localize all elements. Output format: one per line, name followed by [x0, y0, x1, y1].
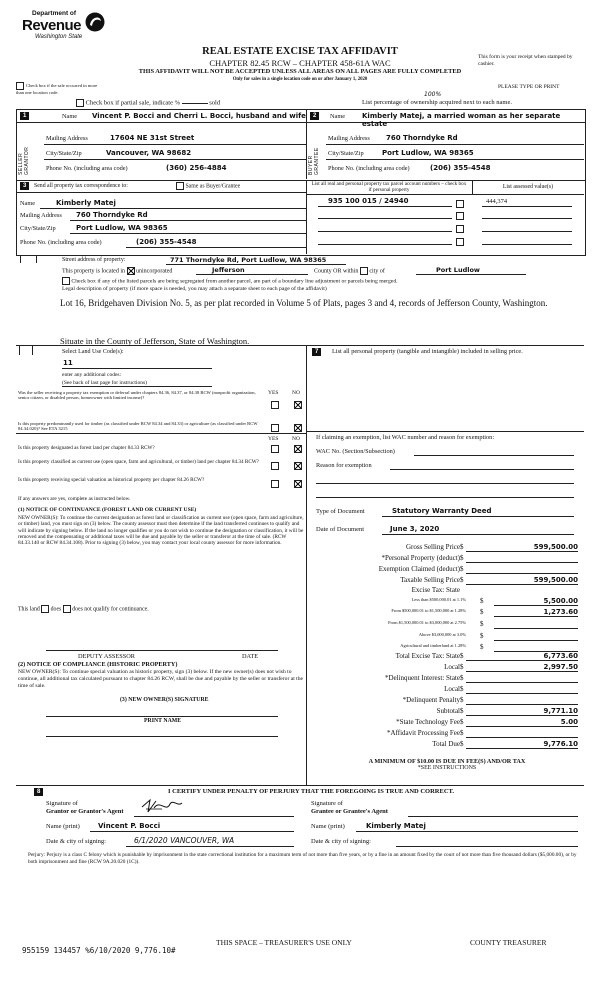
- buyer-city: Port Ludlow, WA 98365: [382, 149, 474, 157]
- property-city: Port Ludlow: [436, 266, 480, 274]
- section-1-number: 1: [20, 112, 29, 120]
- land-use-section: [16, 345, 306, 785]
- segregated-checkbox[interactable]: [62, 277, 70, 285]
- seller-phone: (360) 256-4884: [166, 164, 227, 172]
- print-note: PLEASE TYPE OR PRINT: [498, 84, 560, 90]
- grantor-date-city: 6/1/2020 VANCOUVER, WA: [134, 836, 235, 845]
- logo-top-text: Department of: [32, 10, 77, 17]
- form-chapter: CHAPTER 82.45 RCW – CHAPTER 458-61A WAC: [209, 58, 391, 68]
- any-yes-note: If any answers are yes, complete as instructed below.: [18, 496, 131, 502]
- correspondence-label: Send all property tax correspondence to:: [34, 183, 128, 189]
- yes-header-2: YES: [268, 436, 279, 442]
- parcels-header: List all real and personal property tax parcel account numbers – check box if personal property: [311, 181, 467, 193]
- does-checkbox[interactable]: [41, 605, 49, 613]
- county-label: County OR within: [314, 268, 359, 275]
- street-label: Street address of property:: [62, 257, 126, 263]
- doc-date-label: Date of Document: [316, 526, 365, 533]
- sig-grantee-label-2: Grantee or Grantee's Agent: [311, 808, 388, 815]
- seller-vertical-label: SELLER GRANTOR: [18, 146, 30, 175]
- corr-mail-label: Mailing Address: [20, 212, 62, 219]
- county-or-within: [314, 267, 385, 275]
- buyer-name: Kimberly Matej, a married woman as her separate estate: [362, 112, 561, 128]
- notice-2-title: (2) NOTICE OF COMPLIANCE (HISTORIC PROPERTY): [18, 661, 178, 668]
- question-1: Was the seller receiving a property tax exemption or deferral under chapters 84.36, 84.37, or 84.38 RCW (nonprofit organization, senior citizen, or disabled person, homeowner with limited income)?: [18, 390, 256, 401]
- grantee-date-city-label: Date & city of signing:: [311, 838, 371, 845]
- corr-name-label: Name: [20, 200, 36, 207]
- tax-row-del-penalty: *Delinquent Penalty $: [316, 696, 578, 705]
- logo-state-text: Washington State: [35, 34, 83, 40]
- segregated-row: [62, 277, 398, 285]
- tax-row-total-due: Total Due $ 9,776.10: [432, 740, 578, 748]
- tax-row-tier2: From $500,000.01 to $1,500,000 at 1.28% $ 1,273.60: [391, 608, 578, 616]
- grantor-signature: [140, 797, 184, 815]
- perjury-note: Perjury: Perjury is a class C felony which is punishable by imprisonment in the state correctional institution for a maximum term of not more than five years, or by a fine in an amount fixed by the court of not more than five thousand dollars ($5,000.00), or by both imprisonment and fine (RCW 9A.20.020 (1C)).: [28, 852, 577, 865]
- sig-grantor-label-2: Grantor or Grantor's Agent: [46, 808, 124, 815]
- legal-description-label: Legal description of property (if more space is needed, you may attach a separate sheet to each page of the affidavit): [62, 286, 327, 292]
- receipt-note: This form is your receipt when stamped by cashier.: [478, 54, 573, 67]
- tax-row-tier1: Less than $500,000.01 at 1.1% $ 5,500.00: [411, 597, 578, 605]
- tax-row-affidavit-fee: *Affidavit Processing Fee $: [316, 729, 578, 738]
- legal-description: Lot 16, Bridgehaven Division No. 5, as per plat recorded in Volume 5 of Plats, pages 3 and 4, records of Jefferson County, Washington.: [60, 298, 548, 308]
- corr-phone: (206) 355-4548: [136, 238, 197, 246]
- assessed-value-header: List assessed value(s): [502, 184, 554, 190]
- doc-type: Statutory Warranty Deed: [392, 507, 492, 515]
- notice-2-body: NEW OWNER(S): To continue special valuation as historic property, sign (3) below. If the new owner(s) does not wish to continue, all additional tax calculated pursuant to chapter 84.26 RCW, shall be due and payable by the seller or transferor at the time of sale.: [18, 669, 303, 689]
- additional-codes-label: enter any additional codes:: [62, 372, 122, 378]
- tax-row-tier3: From $1,500,000.01 to $3,000,000 at 2.75% $: [316, 620, 578, 629]
- buyer-section: [306, 109, 584, 179]
- see-instructions: *SEE INSTRUCTIONS: [417, 765, 477, 771]
- tax-row-tier5: Agricultural and timberland at 1.28% $: [316, 643, 578, 652]
- grantee-name-print-label: Name (print): [311, 823, 345, 830]
- this-land-label: This land: [18, 606, 40, 613]
- no-header-1: NO: [292, 390, 300, 396]
- street-address: 771 Thorndyke Rd, Port Ludlow, WA 98365: [170, 256, 327, 264]
- q3-no-checkbox[interactable]: [294, 445, 302, 453]
- no-header-2: NO: [292, 436, 300, 442]
- corr-city-label: City/State/Zip: [20, 225, 56, 232]
- q3-yes-checkbox[interactable]: [271, 445, 279, 453]
- same-as-buyer-checkbox[interactable]: [176, 182, 184, 190]
- same-as-buyer-label: Same as Buyer/Grantee: [185, 183, 241, 190]
- buyer-phone: (206) 355-4548: [430, 164, 491, 172]
- section-3-number: 3: [20, 182, 29, 190]
- sold-label: sold: [209, 99, 221, 107]
- notice-1-title: (1) NOTICE OF CONTINUANCE (FOREST LAND OR CURRENT USE): [18, 507, 197, 513]
- multi-location-checkbox-row: [16, 82, 106, 95]
- seller-section: [16, 109, 306, 179]
- partial-sale-label: Check box if partial sale, indicate %: [85, 99, 181, 107]
- form-sub: Only for sales in a single location code on or after January 1, 2020: [232, 77, 368, 82]
- buyer-city-label: City/State/Zip: [328, 150, 364, 157]
- personal-property-text: List all personal property (tangible and intangible) included in selling price.: [332, 348, 523, 355]
- buyer-phone-label: Phone No. (including area code): [328, 165, 410, 172]
- wac-label: WAC No. (Section/Subsection): [316, 448, 395, 455]
- doc-type-label: Type of Document: [316, 508, 365, 515]
- grantee-name-print: Kimberly Matej: [366, 822, 426, 830]
- partial-sale-row: [76, 99, 220, 107]
- grantor-name-print: Vincent P. Bocci: [98, 822, 161, 830]
- seller-mail-label: Mailing Address: [46, 135, 88, 142]
- q5-yes-checkbox[interactable]: [271, 480, 279, 488]
- reason-label: Reason for exemption: [316, 462, 372, 469]
- assessor-date-label: DATE: [242, 653, 259, 660]
- ownership-handwritten: 100%: [424, 91, 442, 98]
- seller-phone-label: Phone No. (including area code): [46, 165, 128, 172]
- seller-mail: 17604 NE 31st Street: [110, 134, 195, 142]
- q4-no-checkbox[interactable]: [294, 462, 302, 470]
- parcel-1-checkbox[interactable]: [456, 200, 464, 208]
- does-label: does: [50, 606, 62, 613]
- buyer-mail: 760 Thorndyke Rd: [386, 134, 458, 142]
- tax-row-gross: Gross Selling Price $ 599,500.00: [405, 543, 578, 551]
- seller-city: Vancouver, WA 98682: [106, 149, 192, 157]
- question-2: Is this property predominantly used for timber (as classified under RCW 84.34 and 84.33) or agriculture (as classified under RCW 84.34.020)? See ETA 3215: [18, 421, 258, 432]
- q5-no-checkbox[interactable]: [294, 480, 302, 488]
- grantor-name-print-label: Name (print): [46, 823, 80, 830]
- corr-mail: 760 Thorndyke Rd: [76, 211, 148, 219]
- continuance-row: [18, 605, 149, 613]
- corr-city: Port Ludlow, WA 98365: [76, 224, 168, 232]
- sig-grantee-label-1: Signature of: [311, 800, 343, 807]
- total-due: 9,776.10: [466, 740, 578, 749]
- parcel-number: 935 100 015 / 24940: [328, 197, 409, 205]
- assessed-value: 444,374: [486, 198, 508, 205]
- county-name: Jefferson: [212, 266, 245, 274]
- does-not-label: does not qualify for continuance.: [72, 606, 149, 613]
- exemption-text: If claiming an exemption, list WAC number and reason for exemption:: [316, 434, 495, 441]
- ownership-note: List percentage of ownership acquired next to each name.: [362, 99, 512, 106]
- q1-yes-checkbox[interactable]: [271, 401, 279, 409]
- parcel-3-checkbox[interactable]: [456, 225, 464, 233]
- land-use-code: 11: [63, 359, 73, 367]
- gross-price: 599,500.00: [466, 543, 578, 552]
- new-owner-signature-label: (3) NEW OWNER(S) SIGNATURE: [120, 697, 209, 703]
- sig-grantor-label-1: Signature of: [46, 800, 78, 807]
- section-8-number: 8: [34, 788, 43, 796]
- grantor-date-city-label: Date & city of signing:: [46, 838, 106, 845]
- section-2-number: 2: [310, 112, 319, 120]
- see-back-label: (See back of last page for instructions): [62, 380, 147, 386]
- dor-logo: [18, 8, 108, 46]
- buyer-vertical-label: BUYER GRANTEE: [308, 147, 320, 175]
- seller-name-label: Name: [62, 113, 78, 120]
- tax-row-personal: *Personal Property (deduct) $: [316, 554, 578, 563]
- parcels-section: [306, 180, 584, 254]
- unincorporated-label: unincorporated: [136, 268, 173, 275]
- treasurer-stamp: 955159 134457 %6/10/2020 9,776.10#: [22, 946, 176, 955]
- minimum-note: A MINIMUM OF $10.00 IS DUE IN FEE(S) AND/OR TAX: [368, 758, 526, 765]
- question-5: Is this property receiving special valuation as historical property per chapter 84.26 RCW?: [18, 477, 205, 483]
- tax-row-total-state: Total Excise Tax: State $ 6,773.60: [395, 652, 578, 660]
- located-label: [62, 267, 172, 275]
- tax-row-exempt: Exemption Claimed (deduct) $: [316, 565, 578, 574]
- parcel-4-checkbox[interactable]: [456, 238, 464, 246]
- parcel-2-checkbox[interactable]: [456, 212, 464, 220]
- tax-row-tech-fee: *State Technology Fee $ 5.00: [396, 718, 578, 726]
- tax-row-local: Local $ 2,997.50: [444, 663, 578, 671]
- same-as-buyer-row: [176, 182, 240, 190]
- tax-row-del-interest: *Delinquent Interest: State $: [316, 674, 578, 683]
- question-3: Is this property designated as forest land per chapter 84.33 RCW?: [18, 445, 155, 451]
- print-name-label: PRINT NAME: [144, 718, 182, 724]
- partial-sale-percent-field[interactable]: [182, 103, 208, 104]
- doc-date: June 3, 2020: [390, 525, 440, 533]
- partial-sale-checkbox[interactable]: [76, 99, 84, 107]
- multi-location-checkbox[interactable]: [16, 82, 24, 90]
- q1-no-checkbox[interactable]: [294, 401, 302, 409]
- q2-no-checkbox[interactable]: [294, 424, 302, 432]
- buyer-mail-label: Mailing Address: [328, 135, 370, 142]
- multi-location-label: Check box if the sale occurred in more than one location code.: [16, 83, 98, 95]
- does-not-checkbox[interactable]: [63, 605, 71, 613]
- q2-yes-checkbox[interactable]: [271, 424, 279, 432]
- yes-header-1: YES: [268, 390, 279, 396]
- city-of-label: city of: [369, 268, 385, 275]
- corr-phone-label: Phone No. (including area code): [20, 239, 102, 246]
- city-of-checkbox[interactable]: [360, 267, 368, 275]
- tax-row-subtotal: Subtotal $ 9,771.10: [436, 707, 578, 715]
- section-7-number: 7: [312, 348, 321, 356]
- question-4: Is this property classified as current use (open space, farm and agricultural, or timber) land per chapter 84.34 RCW?: [18, 459, 259, 465]
- logo-main-text: Revenue: [22, 17, 82, 34]
- located-text: This property is located in: [62, 268, 125, 275]
- tax-row-excise-state: Excise Tax: State: [411, 586, 460, 594]
- treasurer-space-label: THIS SPACE – TREASURER'S USE ONLY: [216, 938, 352, 947]
- tax-row-taxable: Taxable Selling Price $ 599,500.00: [400, 576, 578, 584]
- corr-name: Kimberly Matej: [56, 199, 116, 207]
- notice-1-body: NEW OWNER(S): To continue the current designation as forest land or classification as current use (open space, farm and agriculture, or timber) land, you must sign on (3) below. The county assessor must then determine if the land transferred continues to qualify and will indicate by signing below. If the land no longer qualifies or you do not wish to continue the designation or classification, it will be removed and the compensating or additional taxes will be due and payable by the seller or transferor at the time of sale. (RCW 84.33.140 or RCW 84.34.108). Prior to signing (3) below, you may contact your local county assessor for more information.: [18, 515, 304, 547]
- tax-row-del-local: Local $: [316, 685, 578, 694]
- unincorporated-checkbox[interactable]: [127, 267, 135, 275]
- form-warning: THIS AFFIDAVIT WILL NOT BE ACCEPTED UNLESS ALL AREAS ON ALL PAGES ARE FULLY COMPLETED: [138, 68, 462, 75]
- logo-swirl-icon: [84, 10, 106, 34]
- deputy-assessor-label: DEPUTY ASSESSOR: [78, 653, 135, 660]
- tax-row-tier4: Above $3,000,000 at 3.0% $: [316, 632, 578, 641]
- taxable-price: 599,500.00: [466, 576, 578, 585]
- form-title: REAL ESTATE EXCISE TAX AFFIDAVIT: [202, 46, 398, 57]
- segregated-label: Check box if any of the listed parcels are being segregated from another parcel, are part of a boundary line adjustment or parcels being merged.: [71, 278, 398, 285]
- seller-name: Vincent P. Bocci and Cherri L. Bocci, husband and wife: [92, 112, 306, 120]
- certify-section: [16, 786, 584, 850]
- q4-yes-checkbox[interactable]: [271, 462, 279, 470]
- situate-text: Situate in the County of Jefferson, State of Washington.: [60, 336, 250, 346]
- land-use-label: Select Land Use Code(s):: [62, 349, 124, 355]
- certify-text: I CERTIFY UNDER PENALTY OF PERJURY THAT THE FOREGOING IS TRUE AND CORRECT.: [168, 788, 455, 795]
- buyer-name-label: Name: [330, 113, 346, 120]
- correspondence-section: [16, 180, 306, 254]
- county-treasurer-label: COUNTY TREASURER: [470, 938, 547, 947]
- property-section: [16, 255, 584, 335]
- seller-city-label: City/State/Zip: [46, 150, 82, 157]
